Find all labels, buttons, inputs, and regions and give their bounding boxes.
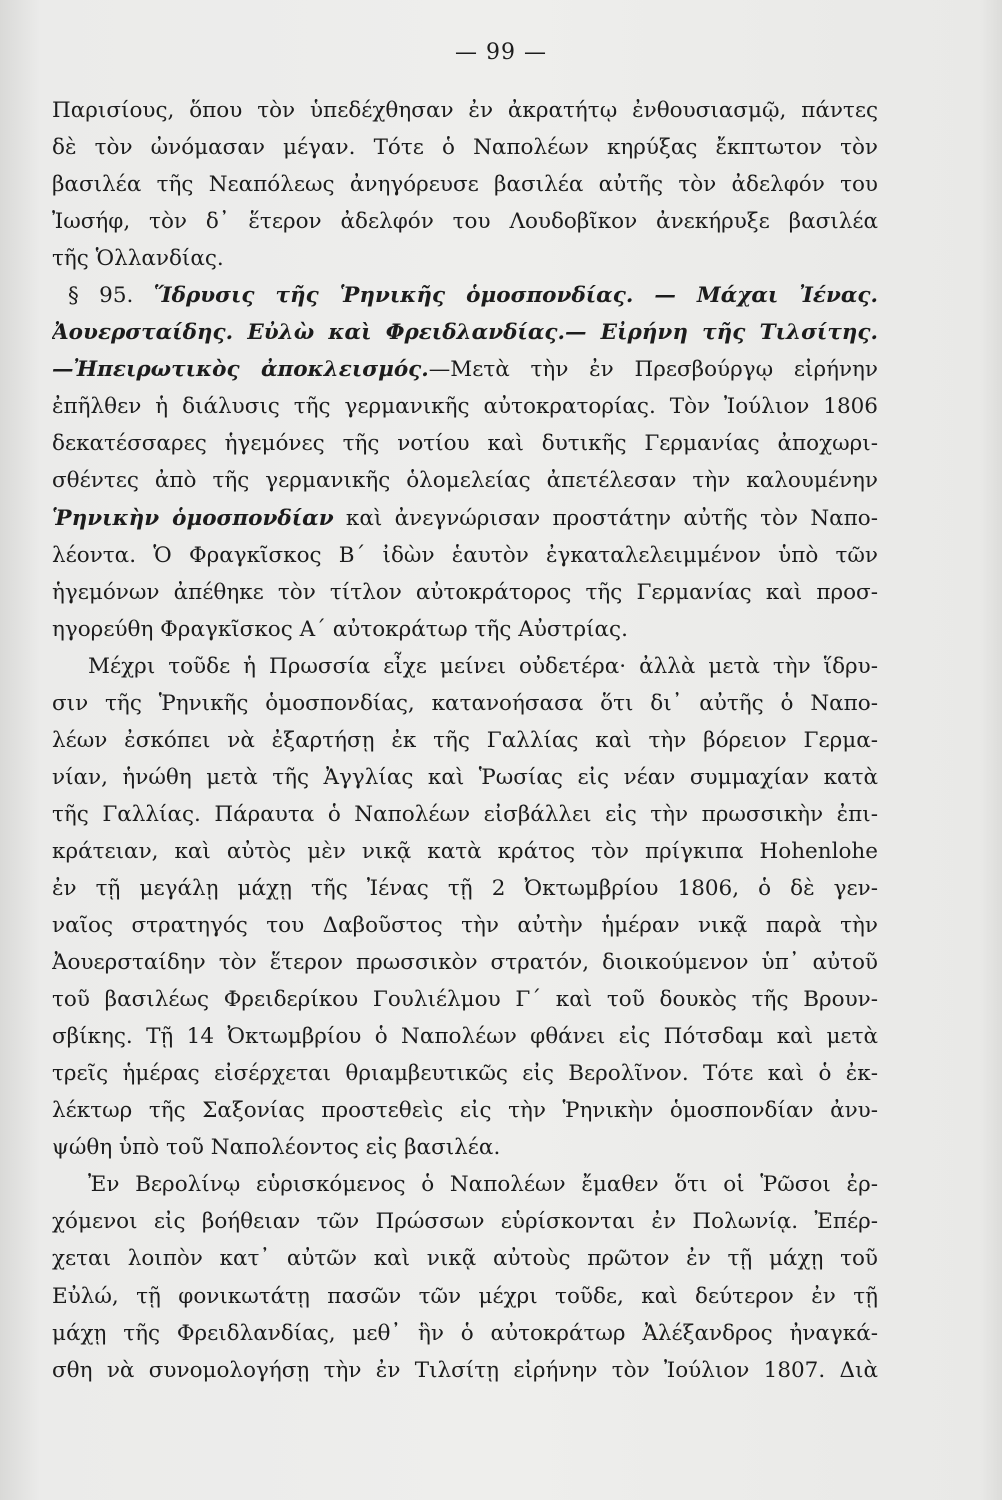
text-segment: δεκατέσσαρες ἡγεμόνες τῆς νοτίου καὶ δυτικῆς Γερμανίας ἀποχωρι- <box>52 431 878 457</box>
text-segment: ναῖος στρατηγός του Δαβοῦστος τὴν αὐτὴν ἡμέραν νικᾷ παρὰ τὴν <box>52 913 878 939</box>
text-line <box>52 500 878 537</box>
text-segment: βασιλέα τῆς Νεαπόλεως ἀνηγόρευσε βασιλέα αὐτῆς τὸν ἀδελφόν του <box>52 172 878 198</box>
text-line <box>52 537 878 574</box>
text-line <box>52 1278 878 1315</box>
text-line <box>52 722 878 759</box>
text-line <box>52 1166 878 1203</box>
text-line <box>52 240 878 277</box>
text-segment: σθη νὰ συνομολογήσῃ τὴν ἐν Τιλσίτῃ εἰρήνην τὸν Ἰούλιον 1807. Διὰ <box>52 1357 878 1383</box>
text-segment: χόμενοι εἰς βοήθειαν τῶν Πρώσσων εὑρίσκονται ἐν Πολωνίᾳ. Ἐπέρ- <box>52 1209 878 1235</box>
text-segment: ἐν τῇ μεγάλῃ μάχῃ τῆς Ἰένας τῇ 2 Ὀκτωμβρίου 1806, ὁ δὲ γεν- <box>52 875 878 901</box>
text-segment: τῆς Γαλλίας. Πάραυτα ὁ Ναπολέων εἰσβάλλει εἰς τὴν πρωσσικὴν ἐπι- <box>52 801 878 827</box>
text-segment: § 95. <box>68 283 154 309</box>
text-segment: Εὐλώ, τῇ φονικωτάτῃ πασῶν τῶν μέχρι τοῦδε, καὶ δεύτερον ἐν τῇ <box>52 1283 878 1309</box>
text-line <box>52 981 878 1018</box>
text-line <box>52 462 878 499</box>
text-line <box>52 1092 878 1129</box>
section-heading-segment: Ῥηνικὴν ὁμοσπονδίαν <box>52 505 334 531</box>
text-segment: τοῦ βασιλέως Φρειδερίκου Γουλιέλμου Γ΄ καὶ τοῦ δουκὸς τῆς Βρουν- <box>52 987 878 1013</box>
text-line <box>52 1129 878 1166</box>
text-segment: λέων ἐσκόπει νὰ ἐξαρτήσῃ ἐκ τῆς Γαλλίας καὶ τὴν βόρειον Γερμα- <box>52 727 878 753</box>
text-segment: νίαν, ἡνώθη μετὰ τῆς Ἀγγλίας καὶ Ῥωσίας εἰς νέαν συμμαχίαν κατὰ <box>52 764 878 790</box>
text-line <box>52 944 878 981</box>
text-line <box>52 1240 878 1277</box>
text-line <box>52 796 878 833</box>
text-segment: Ἀουερσταίδην τὸν ἕτερον πρωσσικὸν στρατόν, διοικούμενον ὑπ᾽ αὐτοῦ <box>52 950 878 976</box>
text-line <box>52 833 878 870</box>
text-segment: λέοντα. Ὁ Φραγκῖσκος Β΄ ἰδὼν ἑαυτὸν ἐγκαταλελειμμένον ὑπὸ τῶν <box>52 542 878 568</box>
text-line <box>52 907 878 944</box>
text-line <box>52 425 878 462</box>
text-segment: λέκτωρ τῆς Σαξονίας προστεθεὶς εἰς τὴν Ῥηνικὴν ὁμοσπονδίαν ἀνυ- <box>52 1098 878 1124</box>
text-line <box>52 870 878 907</box>
text-segment: σβίκης. Τῇ 14 Ὀκτωμβρίου ὁ Ναπολέων φθάνει εἰς Πότσδαμ καὶ μετὰ <box>52 1024 878 1050</box>
text-line <box>52 1055 878 1092</box>
text-line <box>52 1018 878 1055</box>
text-line <box>52 759 878 796</box>
text-segment: Ἰωσήφ, τὸν δ᾽ ἕτερον ἀδελφόν του Λουδοβῖκον ἀνεκήρυξε βασιλέα <box>52 209 878 235</box>
text-segment: τῆς Ὁλλανδίας. <box>52 246 224 272</box>
text-line <box>52 277 878 314</box>
text-segment: τρεῖς ἡμέρας εἰσέρχεται θριαμβευτικῶς εἰς Βερολῖνον. Τότε καὶ ὁ ἐκ- <box>52 1061 878 1087</box>
text-segment: μάχῃ τῆς Φρειδλανδίας, μεθ᾽ ἣν ὁ αὐτοκράτωρ Ἀλέξανδρος ἠναγκά- <box>52 1320 878 1346</box>
text-segment: ηγορεύθη Φραγκῖσκος Α΄ αὐτοκράτωρ τῆς Αὐστρίας. <box>52 616 628 642</box>
text-segment: σθέντες ἀπὸ τῆς γερμανικῆς ὁλομελείας ἀπετέλεσαν τὴν καλουμένην <box>52 468 878 494</box>
text-line <box>52 129 878 166</box>
text-segment: —Μετὰ τὴν ἐν Πρεσβούργῳ εἰρήνην <box>428 357 878 383</box>
text-segment: ψώθη ὑπὸ τοῦ Ναπολέοντος εἰς βασιλέα. <box>52 1135 501 1161</box>
text-line <box>52 685 878 722</box>
text-segment: Μέχρι τοῦδε ἡ Πρωσσία εἶχε μείνει οὐδετέρα· ἀλλὰ μετὰ τὴν ἵδρυ- <box>88 653 878 679</box>
section-heading-segment: Ἀουερσταίδης. Εὐλὼ καὶ Φρειδλανδίας.— Εἰρήνη τῆς Τιλσίτης. <box>52 320 878 346</box>
section-heading-segment: Ἵδρυσις τῆς Ῥηνικῆς ὁμοσπονδίας. — Μάχαι Ἰένας. <box>153 283 878 309</box>
text-line <box>52 314 878 351</box>
text-line <box>52 388 878 425</box>
text-segment: Ἐν Βερολίνῳ εὑρισκόμενος ὁ Ναπολέων ἔμαθεν ὅτι οἱ Ῥῶσοι ἐρ- <box>88 1172 878 1198</box>
text-line <box>52 574 878 611</box>
text-segment: ἐπῆλθεν ἡ διάλυσις τῆς γερμανικῆς αὐτοκρατορίας. Τὸν Ἰούλιον 1806 <box>52 394 878 420</box>
text-line <box>52 1315 878 1352</box>
text-segment: ἡγεμόνων ἀπέθηκε τὸν τίτλον αὐτοκράτορος τῆς Γερμανίας καὶ προσ- <box>52 579 878 605</box>
text-line <box>52 351 878 388</box>
text-line <box>52 1203 878 1240</box>
section-heading-segment: —Ἠπειρωτικὸς ἀποκλεισμός. <box>52 357 429 383</box>
text-line <box>52 203 878 240</box>
text-segment: Παρισίους, ὅπου τὸν ὑπεδέχθησαν ἐν ἀκρατήτῳ ἐνθουσιασμῷ, πάντες <box>52 98 878 123</box>
text-segment: χεται λοιπὸν κατ᾽ αὐτῶν καὶ νικᾷ αὐτοὺς πρῶτον ἐν τῇ μάχῃ τοῦ <box>52 1246 878 1272</box>
text-line <box>52 648 878 685</box>
text-line <box>52 611 878 648</box>
text-line <box>52 1352 878 1389</box>
body-text <box>52 92 878 1389</box>
text-segment: καὶ ἀνεγνώρισαν προστάτην αὐτῆς τὸν Ναπο- <box>333 505 878 531</box>
text-segment: δὲ τὸν ὠνόμασαν μέγαν. Τότε ὁ Ναπολέων κηρύξας ἔκπτωτον τὸν <box>52 135 878 161</box>
text-line <box>52 166 878 203</box>
text-segment: σιν τῆς Ῥηνικῆς ὁμοσπονδίας, κατανοήσασα ὅτι δι᾽ αὐτῆς ὁ Ναπο- <box>52 690 878 716</box>
page-number: — 99 — <box>455 40 547 65</box>
text-line <box>52 92 878 129</box>
text-segment: κράτειαν, καὶ αὐτὸς μὲν νικᾷ κατὰ κράτος τὸν πρίγκιπα Hohenlohe <box>52 838 878 864</box>
